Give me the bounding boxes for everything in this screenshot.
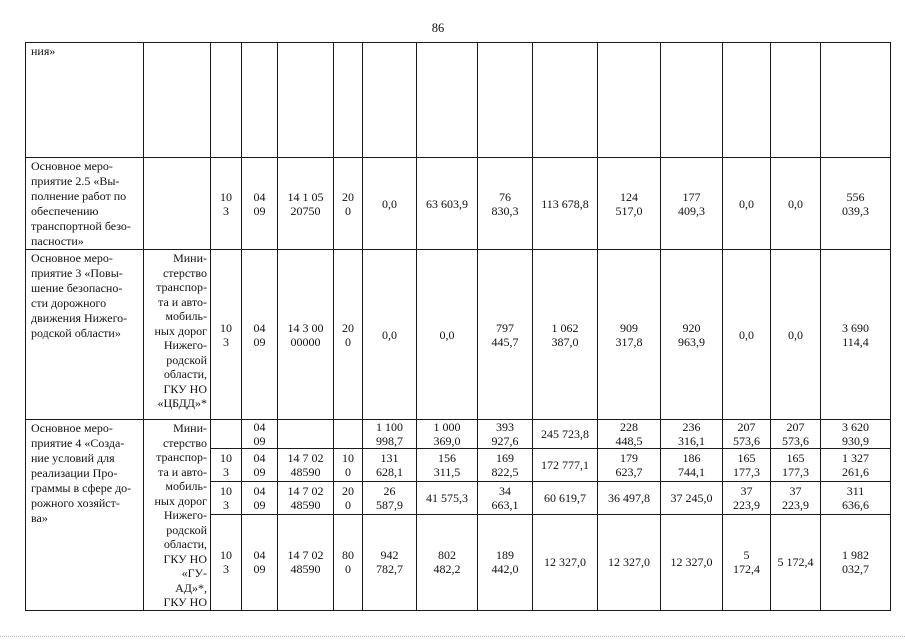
amount-cell: 228 448,5: [598, 420, 661, 449]
empty-cell: [771, 43, 821, 158]
amount-cell: 76 830,3: [478, 158, 533, 250]
amount-cell: 5 172,4: [771, 515, 821, 610]
code-cell: 14 7 02 48590: [278, 515, 334, 610]
amount-cell: 942 782,7: [363, 515, 417, 610]
description-cell: ния»: [26, 43, 144, 158]
empty-cell: [242, 43, 278, 158]
page-number: 86: [431, 21, 445, 35]
code-cell: 20 0: [334, 482, 363, 515]
amount-cell: 26 587,9: [363, 482, 417, 515]
amount-cell: 156 311,5: [417, 449, 478, 482]
budget-table: [25, 42, 891, 611]
description-cell: Основное меро- приятие 4 «Созда- ние условий для реализации Про- граммы в сфере до- рожного хозяйст- ва»: [26, 420, 144, 611]
code-cell: 20 0: [334, 250, 363, 420]
code-cell: 10 3: [211, 158, 242, 250]
code-cell: 04 09: [242, 420, 278, 449]
description-cell: Основное меро- приятие 2.5 «Вы- полнение работ по обеспечению транспортной безо- пасности»: [26, 158, 144, 250]
amount-cell: 0,0: [363, 250, 417, 420]
responsible-cell: [144, 43, 211, 158]
empty-cell: [723, 43, 771, 158]
amount-cell: 34 663,1: [478, 482, 533, 515]
table-row: [26, 43, 891, 158]
amount-cell: 0,0: [723, 250, 771, 420]
amount-cell: 165 177,3: [771, 449, 821, 482]
empty-cell: [363, 43, 417, 158]
description-cell: Основное меро- приятие 3 «Повы- шение безопасно- сти дорожного движения Нижего- родской области»: [26, 250, 144, 420]
code-cell: 04 09: [242, 482, 278, 515]
amount-cell: 63 603,9: [417, 158, 478, 250]
code-cell: 20 0: [334, 158, 363, 250]
responsible-cell: Мини- стерство транспор- та и авто- мобиль- ных дорог Нижего- родской области, ГКУ НО «ГУ- АД»*, ГКУ НО: [144, 420, 211, 611]
amount-cell: 1 062 387,0: [533, 250, 598, 420]
code-cell: [211, 420, 242, 449]
amount-cell: 177 409,3: [661, 158, 723, 250]
amount-cell: 37 245,0: [661, 482, 723, 515]
amount-cell: 131 628,1: [363, 449, 417, 482]
amount-cell: 236 316,1: [661, 420, 723, 449]
amount-cell: 124 517,0: [598, 158, 661, 250]
amount-cell: 36 497,8: [598, 482, 661, 515]
empty-cell: [417, 43, 478, 158]
responsible-cell: [144, 158, 211, 250]
amount-cell: 393 927,6: [478, 420, 533, 449]
amount-cell: 909 317,8: [598, 250, 661, 420]
total-cell: 1 982 032,7: [821, 515, 891, 610]
empty-cell: [211, 43, 242, 158]
code-cell: 10 3: [211, 250, 242, 420]
amount-cell: 189 442,0: [478, 515, 533, 610]
table-row: [26, 420, 891, 449]
code-cell: 14 7 02 48590: [278, 482, 334, 515]
amount-cell: 207 573,6: [723, 420, 771, 449]
amount-cell: 169 822,5: [478, 449, 533, 482]
scan-edge-line: [0, 636, 905, 637]
amount-cell: 0,0: [723, 158, 771, 250]
empty-cell: [598, 43, 661, 158]
empty-cell: [661, 43, 723, 158]
amount-cell: 5 172,4: [723, 515, 771, 610]
total-cell: 311 636,6: [821, 482, 891, 515]
code-cell: 10 0: [334, 449, 363, 482]
amount-cell: 37 223,9: [723, 482, 771, 515]
total-cell: 3 620 930,9: [821, 420, 891, 449]
empty-cell: [334, 43, 363, 158]
amount-cell: 12 327,0: [598, 515, 661, 610]
amount-cell: 245 723,8: [533, 420, 598, 449]
amount-cell: 802 482,2: [417, 515, 478, 610]
code-cell: 04 09: [242, 250, 278, 420]
code-cell: 10 3: [211, 482, 242, 515]
amount-cell: 797 445,7: [478, 250, 533, 420]
amount-cell: 165 177,3: [723, 449, 771, 482]
amount-cell: 0,0: [363, 158, 417, 250]
amount-cell: 37 223,9: [771, 482, 821, 515]
amount-cell: 1 000 369,0: [417, 420, 478, 449]
code-cell: 14 1 05 20750: [278, 158, 334, 250]
empty-cell: [278, 43, 334, 158]
amount-cell: 0,0: [771, 250, 821, 420]
total-cell: 1 327 261,6: [821, 449, 891, 482]
total-cell: 3 690 114,4: [821, 250, 891, 420]
code-cell: 10 3: [211, 449, 242, 482]
empty-cell: [821, 43, 891, 158]
responsible-cell: Мини- стерство транспор- та и авто- мобиль- ных дорог Нижего- родской области, ГКУ НО «ЦБДД»*: [144, 250, 211, 420]
amount-cell: 186 744,1: [661, 449, 723, 482]
code-cell: 14 3 00 00000: [278, 250, 334, 420]
amount-cell: 60 619,7: [533, 482, 598, 515]
code-cell: 10 3: [211, 515, 242, 610]
table-row: [26, 250, 891, 420]
table-row: [26, 158, 891, 250]
amount-cell: 0,0: [771, 158, 821, 250]
total-cell: 556 039,3: [821, 158, 891, 250]
code-cell: 04 09: [242, 449, 278, 482]
amount-cell: 172 777,1: [533, 449, 598, 482]
amount-cell: 12 327,0: [533, 515, 598, 610]
code-cell: 04 09: [242, 158, 278, 250]
amount-cell: 179 623,7: [598, 449, 661, 482]
amount-cell: 1 100 998,7: [363, 420, 417, 449]
amount-cell: 0,0: [417, 250, 478, 420]
empty-cell: [533, 43, 598, 158]
code-cell: 14 7 02 48590: [278, 449, 334, 482]
amount-cell: 920 963,9: [661, 250, 723, 420]
code-cell: 80 0: [334, 515, 363, 610]
amount-cell: 41 575,3: [417, 482, 478, 515]
code-cell: 04 09: [242, 515, 278, 610]
amount-cell: 207 573,6: [771, 420, 821, 449]
amount-cell: 12 327,0: [661, 515, 723, 610]
empty-cell: [478, 43, 533, 158]
code-cell: [334, 420, 363, 449]
amount-cell: 113 678,8: [533, 158, 598, 250]
code-cell: [278, 420, 334, 449]
